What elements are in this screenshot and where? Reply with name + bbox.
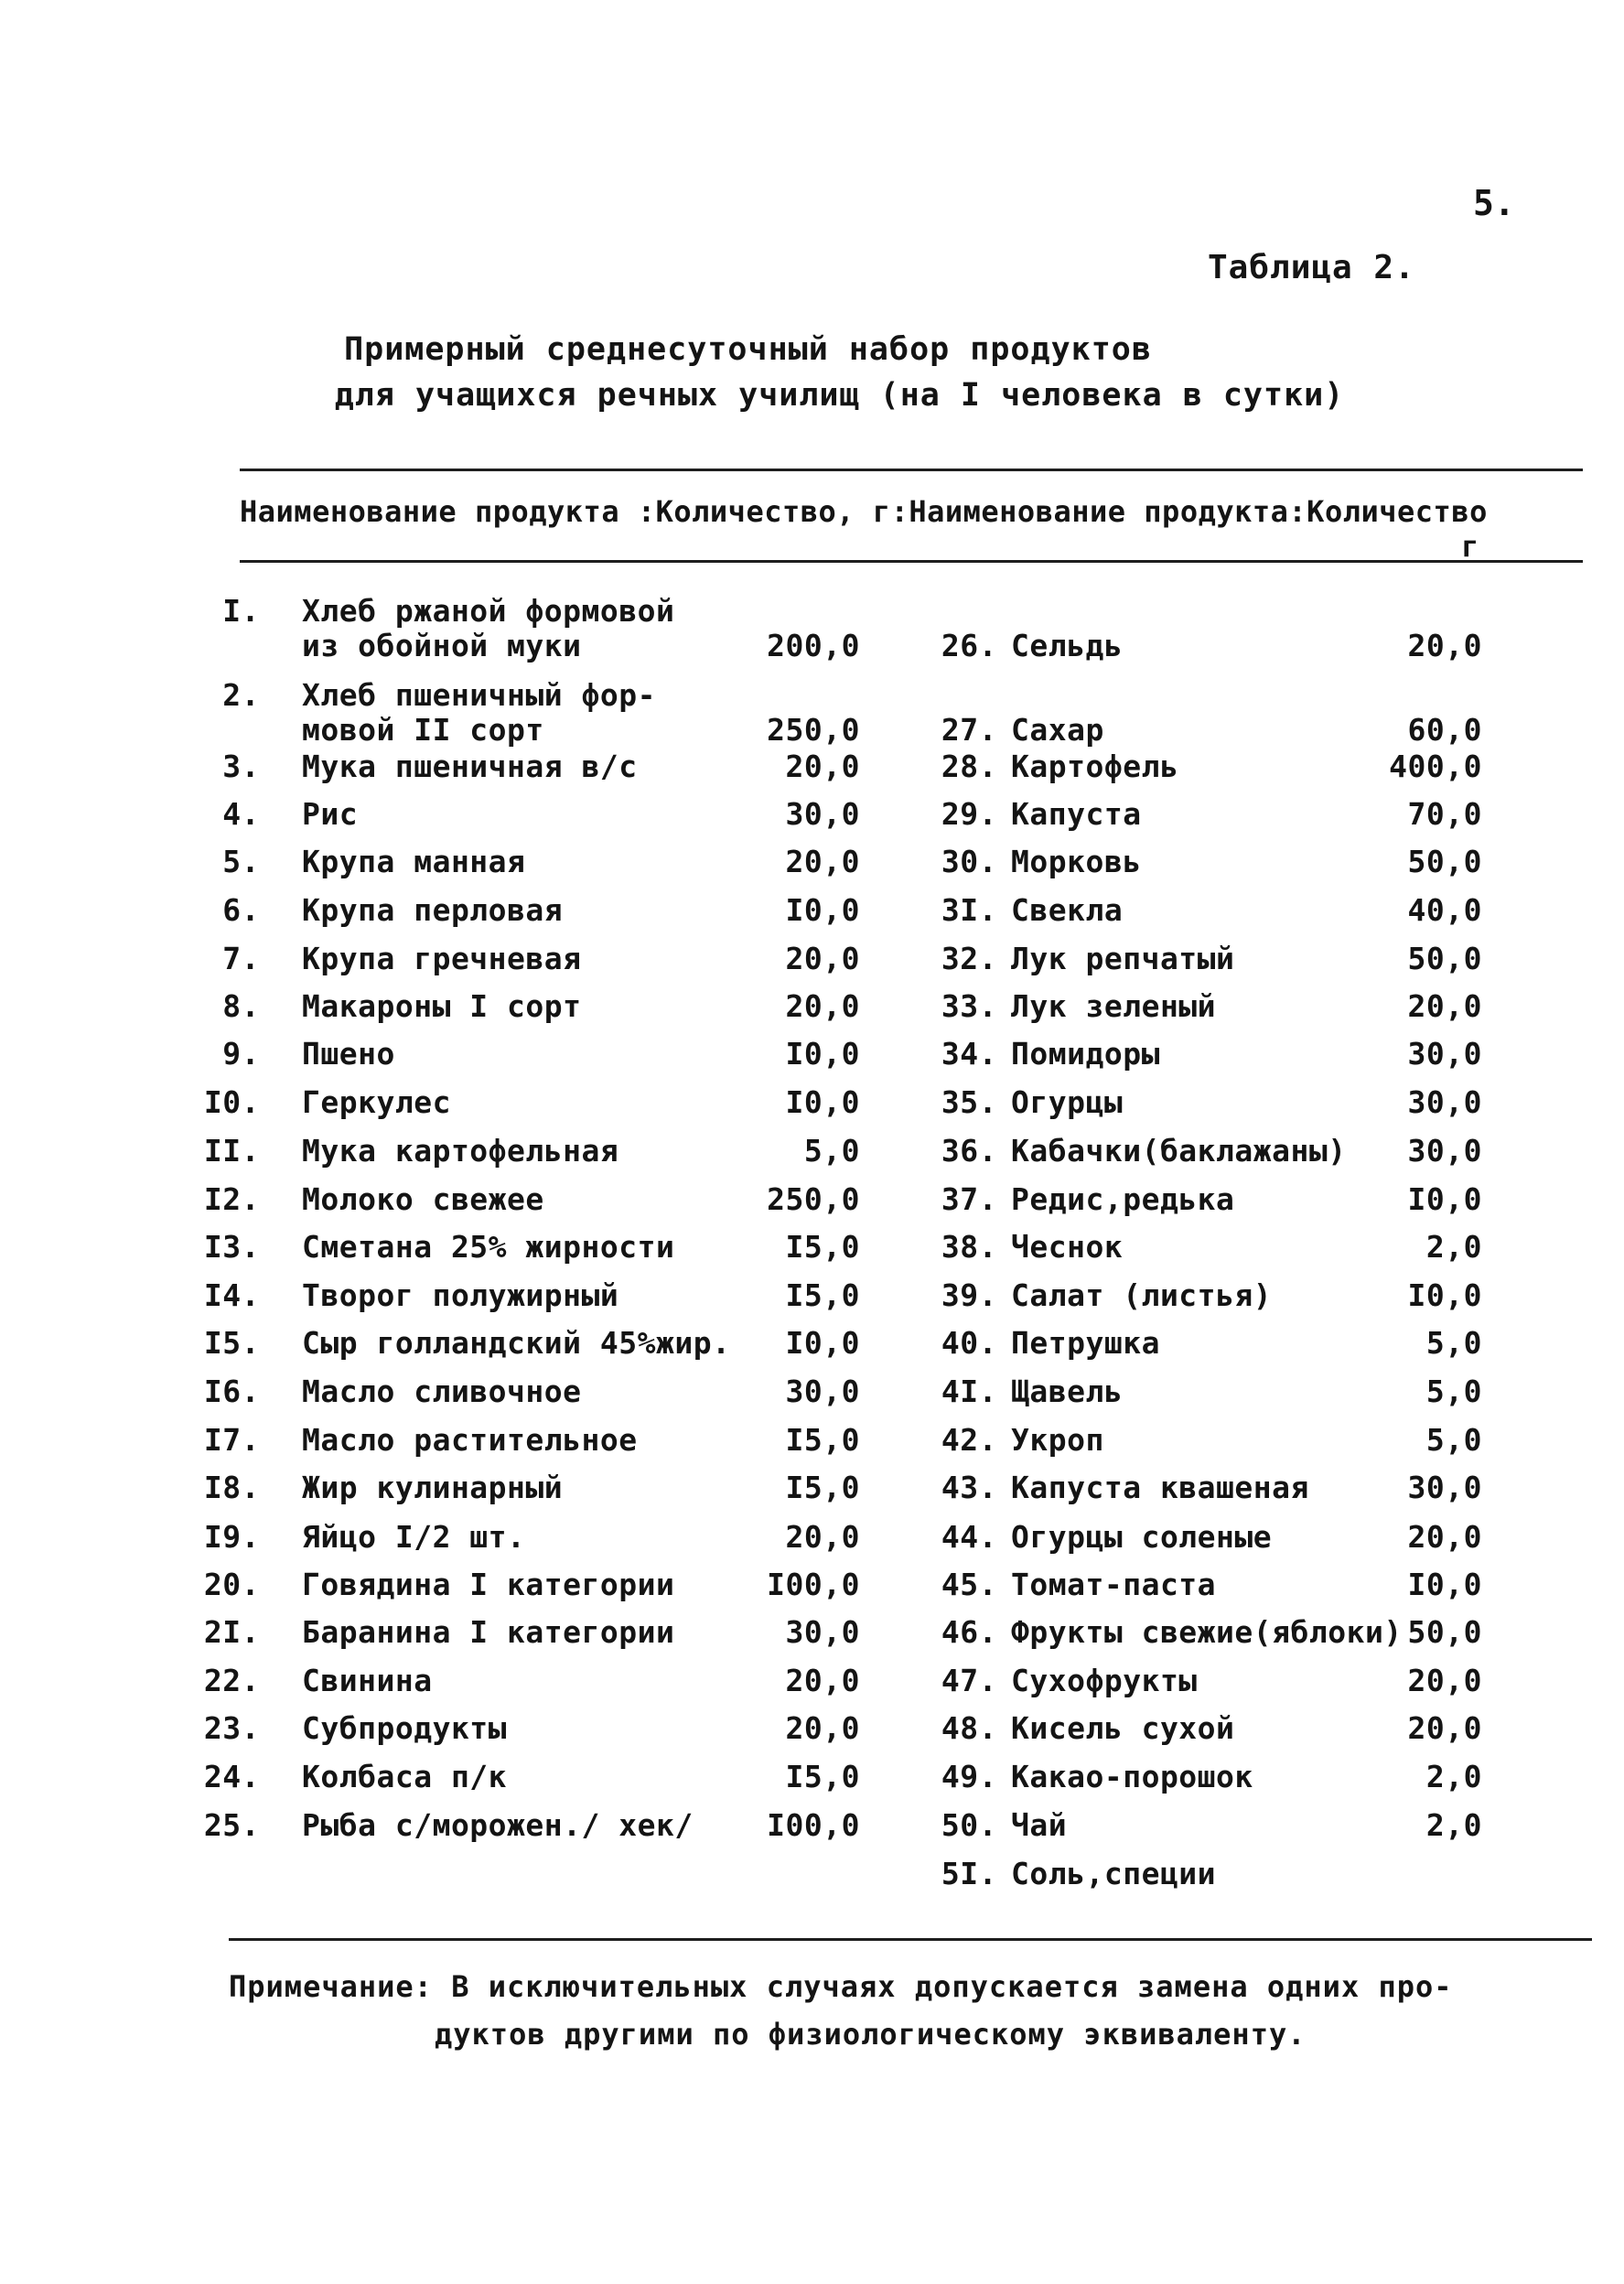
product-name: Фрукты свежие(яблоки) — [1011, 1614, 1403, 1650]
product-quantity: 60,0 — [1407, 712, 1482, 748]
product-name: Петрушка — [1011, 1325, 1160, 1361]
product-name: Капуста — [1011, 796, 1142, 832]
row-number: 7. — [222, 941, 260, 976]
row-number: 29. — [941, 796, 997, 832]
product-quantity: I0,0 — [1407, 1277, 1482, 1313]
product-name: Сыр голландский 45%жир. — [302, 1325, 731, 1361]
product-quantity: 2,0 — [1425, 1229, 1482, 1265]
product-name: Субпродукты — [302, 1710, 508, 1746]
row-number: 37. — [941, 1181, 997, 1217]
product-quantity: 20,0 — [785, 1663, 860, 1698]
row-number: I2. — [203, 1181, 260, 1217]
product-quantity: 5,0 — [803, 1133, 860, 1169]
product-name: Рис — [302, 796, 359, 832]
product-quantity: 30,0 — [785, 1614, 860, 1650]
product-name: Макароны I сорт — [302, 988, 582, 1024]
row-number: II. — [203, 1133, 260, 1169]
table-header — [240, 494, 1594, 564]
product-quantity: 30,0 — [1407, 1133, 1482, 1169]
header-qty-unit: г — [1461, 529, 1479, 564]
product-quantity: 20,0 — [785, 844, 860, 879]
row-number: 4I. — [941, 1374, 997, 1409]
product-quantity: 5,0 — [1425, 1374, 1482, 1409]
product-quantity: 50,0 — [1407, 844, 1482, 879]
row-number: I8. — [203, 1470, 260, 1505]
row-number: 47. — [941, 1663, 997, 1698]
product-quantity: 200,0 — [767, 628, 860, 663]
row-number: 2I. — [203, 1614, 260, 1650]
row-number: 50. — [941, 1807, 997, 1843]
product-name: Лук зеленый — [1011, 988, 1217, 1024]
product-quantity: I5,0 — [785, 1759, 860, 1794]
product-name: Крупа перловая — [302, 892, 564, 928]
row-number: I6. — [203, 1374, 260, 1409]
product-name: Мука картофельная — [302, 1133, 619, 1169]
product-quantity: 5,0 — [1425, 1422, 1482, 1458]
product-name: Крупа гречневая — [302, 941, 582, 976]
product-quantity: I00,0 — [767, 1807, 860, 1843]
row-number: 49. — [941, 1759, 997, 1794]
product-name: Помидоры — [1011, 1036, 1160, 1072]
product-name: Сухофрукты — [1011, 1663, 1198, 1698]
product-name: мовой II сорт — [302, 712, 544, 748]
row-number: 28. — [941, 749, 997, 784]
product-quantity: 30,0 — [1407, 1036, 1482, 1072]
row-number: 26. — [941, 628, 997, 663]
note — [229, 1963, 1453, 2058]
product-name: Хлеб пшеничный фор- — [302, 677, 656, 713]
row-number: 48. — [941, 1710, 997, 1746]
header-qty-col-left: Количество, г — [655, 494, 891, 529]
product-quantity: 20,0 — [1407, 628, 1482, 663]
row-number: 3I. — [941, 892, 997, 928]
product-name: Свинина — [302, 1663, 433, 1698]
row-number: 2. — [222, 677, 260, 713]
product-name: Хлеб ржаной формовой — [302, 593, 675, 629]
note-line2: дуктов другими по физиологическому эквиваленту. — [435, 2017, 1307, 2052]
product-name: Укроп — [1011, 1422, 1104, 1458]
product-name: Молоко свежее — [302, 1181, 544, 1217]
product-name: Яйцо I/2 шт. — [302, 1519, 526, 1555]
product-quantity: 20,0 — [1407, 1519, 1482, 1555]
row-number: 9. — [222, 1036, 260, 1072]
row-number: 5I. — [941, 1856, 997, 1891]
product-name: Пшено — [302, 1036, 395, 1072]
product-quantity: I0,0 — [785, 1325, 860, 1361]
product-name: Картофель — [1011, 749, 1179, 784]
row-number: 35. — [941, 1084, 997, 1120]
row-number: 38. — [941, 1229, 997, 1265]
table-title: Примерный среднесуточный набор продуктов — [344, 331, 1152, 368]
product-name: Щавель — [1011, 1374, 1124, 1409]
product-name: Томат-паста — [1011, 1567, 1217, 1602]
product-quantity: I0,0 — [1407, 1181, 1482, 1217]
page-number: 5. — [1473, 183, 1515, 223]
row-number: 24. — [203, 1759, 260, 1794]
product-quantity: I0,0 — [785, 892, 860, 928]
product-name: Крупа манная — [302, 844, 526, 879]
product-name: Огурцы — [1011, 1084, 1124, 1120]
row-number: 32. — [941, 941, 997, 976]
product-name: Чай — [1011, 1807, 1068, 1843]
row-number: I4. — [203, 1277, 260, 1313]
product-quantity: 70,0 — [1407, 796, 1482, 832]
product-quantity: I0,0 — [785, 1084, 860, 1120]
product-quantity: 20,0 — [785, 749, 860, 784]
row-number: 33. — [941, 988, 997, 1024]
product-quantity: I00,0 — [767, 1567, 860, 1602]
row-number: 44. — [941, 1519, 997, 1555]
table-top-rule — [240, 469, 1583, 471]
product-quantity: 5,0 — [1425, 1325, 1482, 1361]
product-quantity: 30,0 — [1407, 1470, 1482, 1505]
header-separator: : — [619, 494, 656, 529]
row-number: 27. — [941, 712, 997, 748]
table-bottom-rule — [229, 1938, 1592, 1941]
product-name: Рыба с/морожен./ хек/ — [302, 1807, 694, 1843]
product-quantity: 20,0 — [785, 988, 860, 1024]
product-quantity: I5,0 — [785, 1277, 860, 1313]
row-number: 39. — [941, 1277, 997, 1313]
header-bottom-rule — [240, 560, 1583, 563]
row-number: 42. — [941, 1422, 997, 1458]
product-quantity: I0,0 — [785, 1036, 860, 1072]
product-quantity: 20,0 — [1407, 1710, 1482, 1746]
product-name: Лук репчатый — [1011, 941, 1235, 976]
product-quantity: 2,0 — [1425, 1759, 1482, 1794]
product-quantity: 30,0 — [785, 1374, 860, 1409]
product-name: Жир кулинарный — [302, 1470, 564, 1505]
product-name: Баранина I категории — [302, 1614, 675, 1650]
product-name: Сахар — [1011, 712, 1104, 748]
table-subtitle: для учащихся речных училищ (на I человека в сутки) — [334, 377, 1345, 414]
product-quantity: 30,0 — [1407, 1084, 1482, 1120]
product-name: Говядина I категории — [302, 1567, 675, 1602]
row-number: I7. — [203, 1422, 260, 1458]
product-name: Масло сливочное — [302, 1374, 582, 1409]
row-number: 40. — [941, 1325, 997, 1361]
header-separator: : — [890, 494, 909, 529]
product-quantity: 50,0 — [1407, 1614, 1482, 1650]
row-number: 8. — [222, 988, 260, 1024]
row-number: 3. — [222, 749, 260, 784]
row-number: 36. — [941, 1133, 997, 1169]
row-number: 20. — [203, 1567, 260, 1602]
row-number: I3. — [203, 1229, 260, 1265]
product-name: Творог полужирный — [302, 1277, 619, 1313]
note-line1: В исключительных случаях допускается замена одних про- — [451, 1969, 1453, 2004]
row-number: I. — [222, 593, 260, 629]
header-name-col-left: Наименование продукта — [240, 494, 620, 529]
product-name: Салат (листья) — [1011, 1277, 1273, 1313]
product-name: Кисель сухой — [1011, 1710, 1235, 1746]
product-quantity: I5,0 — [785, 1422, 860, 1458]
product-quantity: I0,0 — [1407, 1567, 1482, 1602]
row-number: I0. — [203, 1084, 260, 1120]
product-name: Кабачки(баклажаны) — [1011, 1133, 1347, 1169]
row-number: 25. — [203, 1807, 260, 1843]
product-name: Свекла — [1011, 892, 1124, 928]
row-number: 34. — [941, 1036, 997, 1072]
product-name: Редис,редька — [1011, 1181, 1235, 1217]
header-name-col-right: Наименование продукта — [909, 494, 1289, 529]
row-number: 46. — [941, 1614, 997, 1650]
row-number: 45. — [941, 1567, 997, 1602]
product-name: Какао-порошок — [1011, 1759, 1253, 1794]
product-quantity: 20,0 — [785, 1519, 860, 1555]
product-quantity: 400,0 — [1389, 749, 1482, 784]
row-number: 4. — [222, 796, 260, 832]
row-number: I9. — [203, 1519, 260, 1555]
product-quantity: 250,0 — [767, 712, 860, 748]
row-number: 43. — [941, 1470, 997, 1505]
product-quantity: 2,0 — [1425, 1807, 1482, 1843]
product-name: Мука пшеничная в/с — [302, 749, 638, 784]
product-name: Сельдь — [1011, 628, 1124, 663]
product-name: Чеснок — [1011, 1229, 1124, 1265]
product-quantity: 250,0 — [767, 1181, 860, 1217]
table-label: Таблица 2. — [1208, 249, 1415, 286]
product-quantity: 20,0 — [785, 1710, 860, 1746]
product-name: Капуста квашеная — [1011, 1470, 1309, 1505]
row-number: 22. — [203, 1663, 260, 1698]
product-name: из обойной муки — [302, 628, 582, 663]
product-name: Масло растительное — [302, 1422, 638, 1458]
product-name: Огурцы соленые — [1011, 1519, 1273, 1555]
product-quantity: I5,0 — [785, 1470, 860, 1505]
product-name: Соль,специи — [1011, 1856, 1217, 1891]
product-quantity: 20,0 — [1407, 1663, 1482, 1698]
product-name: Сметана 25% жирности — [302, 1229, 675, 1265]
row-number: 30. — [941, 844, 997, 879]
product-quantity: 30,0 — [785, 796, 860, 832]
note-label: Примечание: — [229, 1969, 433, 2004]
row-number: 5. — [222, 844, 260, 879]
product-name: Геркулес — [302, 1084, 451, 1120]
product-name: Колбаса п/к — [302, 1759, 508, 1794]
row-number: 6. — [222, 892, 260, 928]
product-quantity: 20,0 — [1407, 988, 1482, 1024]
header-separator: : — [1288, 494, 1307, 529]
product-quantity: 20,0 — [785, 941, 860, 976]
product-quantity: 40,0 — [1407, 892, 1482, 928]
product-quantity: 50,0 — [1407, 941, 1482, 976]
row-number: I5. — [203, 1325, 260, 1361]
product-name: Морковь — [1011, 844, 1142, 879]
row-number: 23. — [203, 1710, 260, 1746]
product-quantity: I5,0 — [785, 1229, 860, 1265]
header-qty-col-right: Количество — [1307, 494, 1488, 529]
